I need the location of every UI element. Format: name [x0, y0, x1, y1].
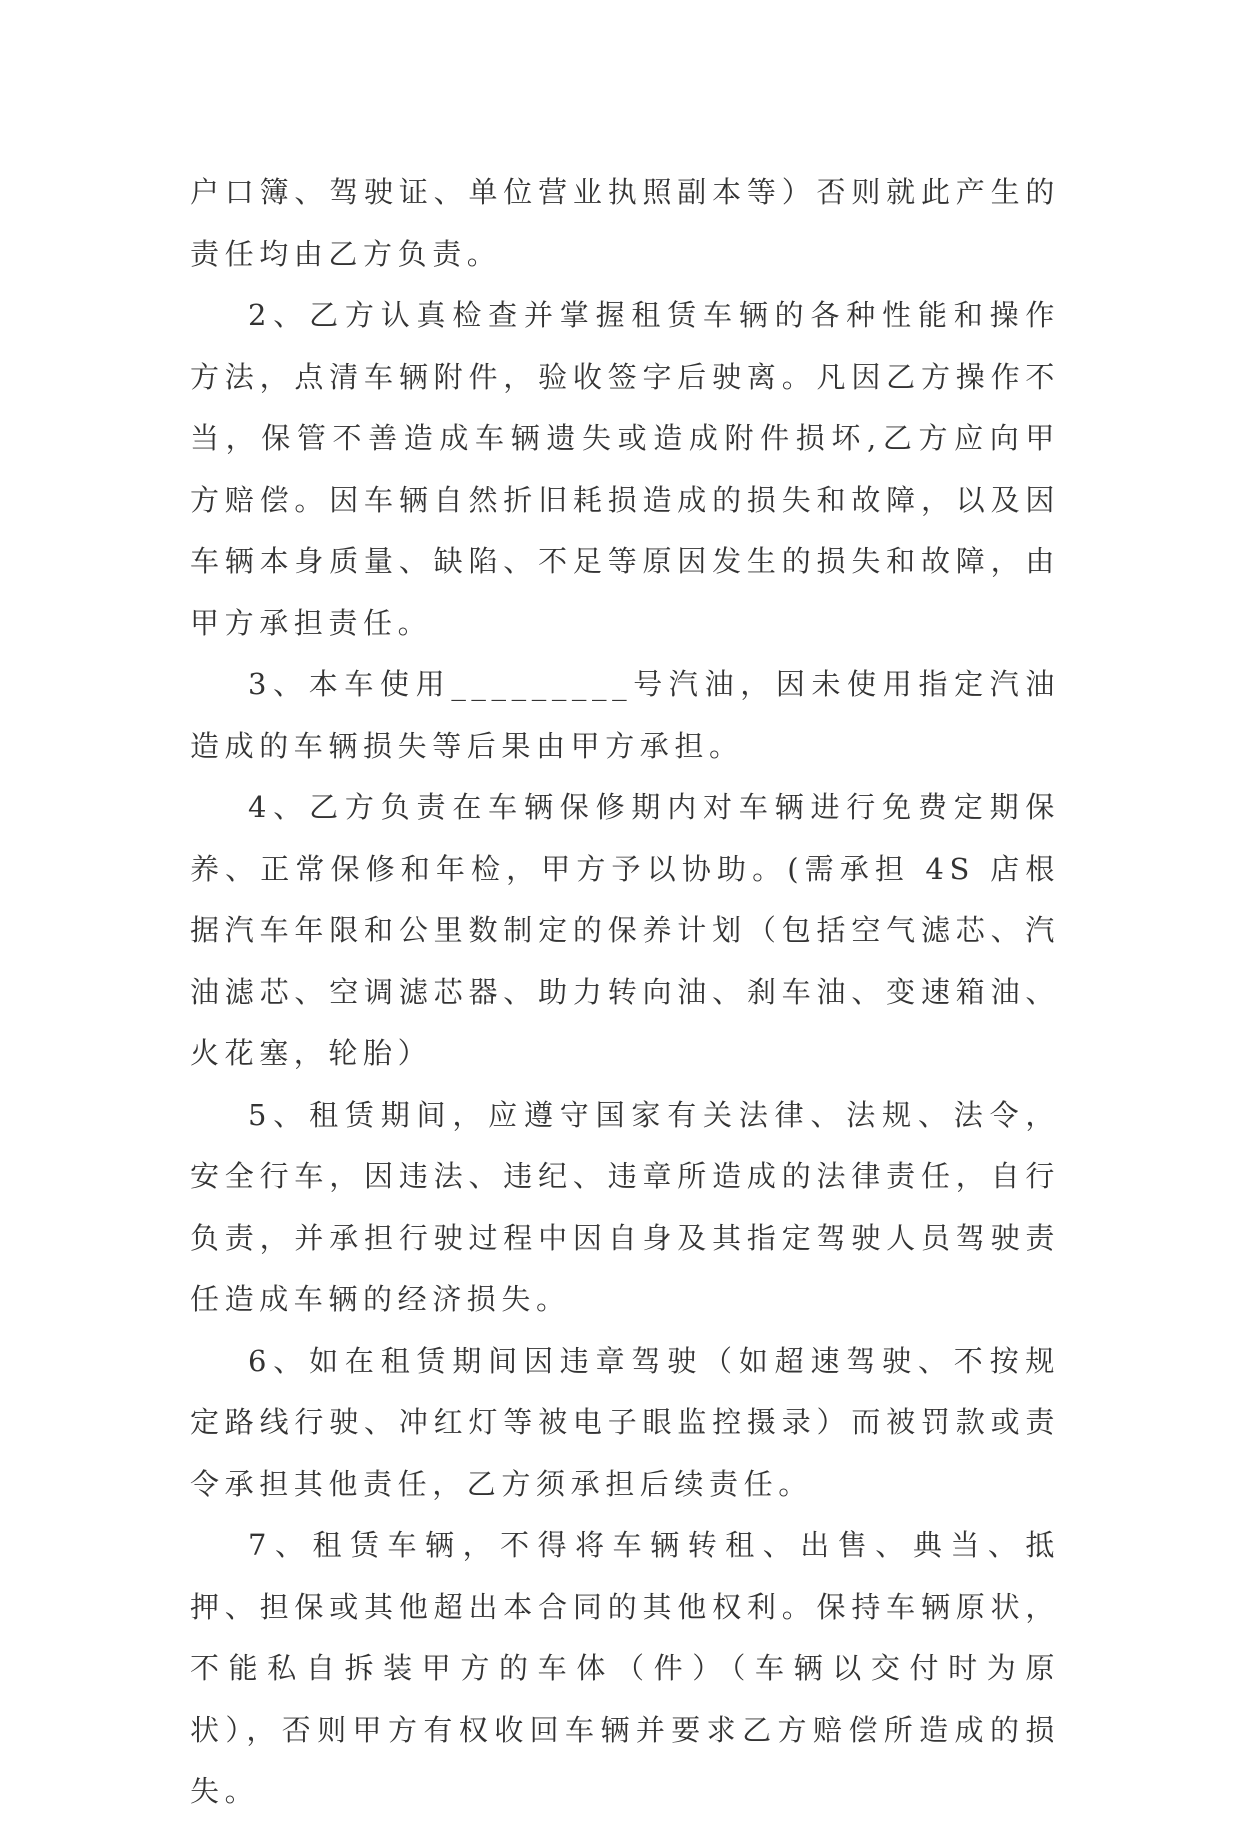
clause-2: 2、乙方认真检查并掌握租赁车辆的各种性能和操作方法，点清车辆附件，验收签字后驶离。凡因乙方操作不当，保管不善造成车辆遗失或造成附件损坏,乙方应向甲方赔偿。因车辆自然折旧耗损造成的损失和故障，以及因车辆本身质量、缺陷、不足等原因发生的损失和故障，由甲方承担责任。 — [190, 298, 1060, 640]
clause-6: 6、如在租赁期间因违章驾驶（如超速驾驶、不按规定路线行驶、冲红灯等被电子眼监控摄录）而被罚款或责令承担其他责任，乙方须承担后续责任。 — [190, 1343, 1060, 1501]
clause-3: 3、本车使用_________号汽油，因未使用指定汽油造成的车辆损失等后果由甲方承担。 — [190, 667, 1060, 763]
clause-7: 7、租赁车辆，不得将车辆转租、出售、典当、抵押、担保或其他超出本合同的其他权利。保持车辆原状，不能私自拆装甲方的车体（件）（车辆以交付时为原状），否则甲方有权收回车辆并要求乙方赔偿所造成的损失。 — [190, 1528, 1060, 1808]
clause-5: 5、租赁期间，应遵守国家有关法律、法规、法令，安全行车，因违法、违纪、违章所造成的法律责任，自行负责，并承担行驶过程中因自身及其指定驾驶人员驾驶责任造成车辆的经济损失。 — [190, 1097, 1060, 1316]
clause-4: 4、乙方负责在车辆保修期内对车辆进行免费定期保养、正常保修和年检，甲方予以协助。(需承担 4S 店根据汽车年限和公里数制定的保养计划（包括空气滤芯、汽油滤芯、空调滤芯器、助力转向油、刹车油、变速箱油、火花塞，轮胎） — [190, 790, 1060, 1070]
paragraph-continued: 户口簿、驾驶证、单位营业执照副本等）否则就此产生的责任均由乙方负责。 — [190, 175, 1060, 271]
document-body — [190, 162, 1060, 1823]
